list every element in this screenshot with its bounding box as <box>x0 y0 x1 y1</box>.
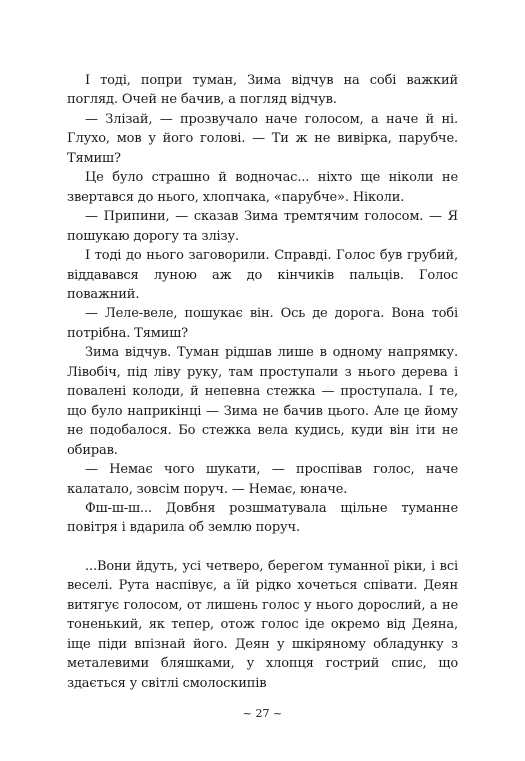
paragraph: ...Вони йдуть, усі четверо, берегом туманної ріки, і всі веселі. Рута наспівує, а їй рідко хочеться співати. Деян витягує голосом, от лишень голос у нього дорослий, а не тоненький, як тепер, отож голос іде окремо від Деяна, іще піди впізнай його. Деян у шкіряному обладунку з металевими бляшками, у хлопця гострий спис, що здається у світлі смолоскипів <box>67 558 458 691</box>
paragraph: — Немає чого шукати, — проспівав голос, наче калатало, зовсім поруч. — Немає, юначе. <box>67 462 458 497</box>
paragraph: І тоді до нього заговорили. Справді. Голос був грубий, віддавався луною аж до кінчиків пальців. Голос поважний. <box>67 248 458 302</box>
paragraph: — Злізай, — прозвучало наче голосом, а наче й ні. Глухо, мов у його голові. — Ти ж не вивірка, парубче. Тямиш? <box>67 111 458 166</box>
paragraph: Зима відчув. Туман рідшав лише в одному напрямку. Лівобіч, під ліву руку, там проступали з нього дерева і повалені колоди, й непевна стежка — проступала. І те, що було наприкінці — Зима не бачив цього. Але це йому не подобалося. Бо стежка вела кудись, куди він іти не обирав. <box>67 345 458 458</box>
page-number: ~ 27 ~ <box>242 707 283 720</box>
paragraph: Фш-ш-ш... Довбня розшматувала щільне туманне повітря і вдарила об землю поруч. <box>67 500 458 536</box>
body-text <box>67 71 458 693</box>
paragraph: Це було страшно й водночас... ніхто ще ніколи не звертався до нього, хлопчака, «парубче». Ніколи. <box>67 170 458 205</box>
paragraph: — Леле-веле, пошукає він. Ось де дорога. Вона тобі потрібна. Тямиш? <box>67 306 458 341</box>
paragraph: І тоді, попри туман, Зима відчув на собі важкий погляд. Очей не бачив, а погляд відчув. <box>67 73 458 108</box>
paragraph: — Припини, — сказав Зима тремтячим голосом. — Я пошукаю дорогу та злізу. <box>67 209 458 244</box>
